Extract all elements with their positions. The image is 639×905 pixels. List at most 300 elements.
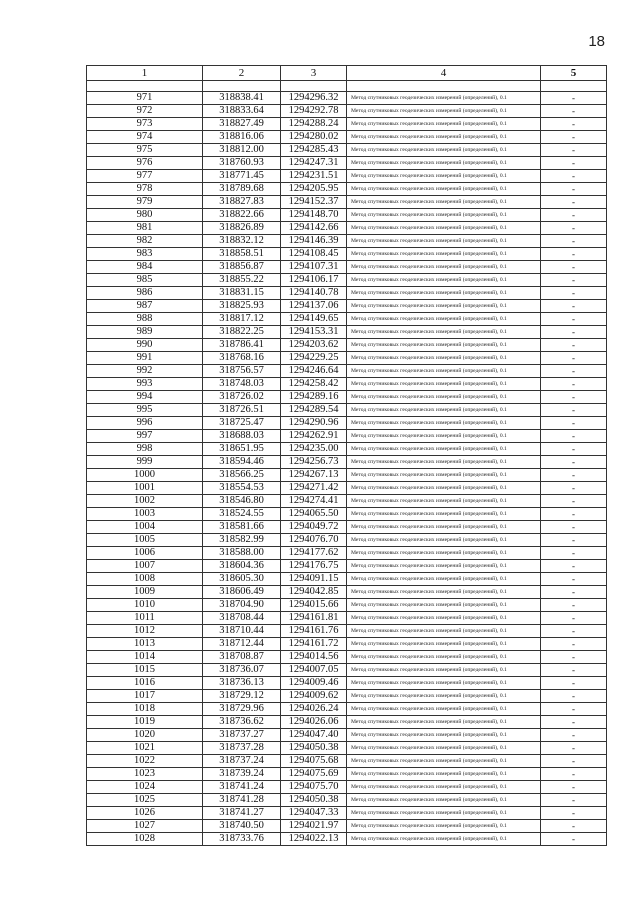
point-number-cell: 1017 — [87, 690, 203, 703]
table-row — [87, 183, 607, 196]
method-cell: Метод спутниковых геодезических измерений (определений), 0.1 — [347, 170, 541, 183]
method-cell: Метод спутниковых геодезических измерений (определений), 0.1 — [347, 456, 541, 469]
method-cell: Метод спутниковых геодезических измерений (определений), 0.1 — [347, 92, 541, 105]
y-coordinate-cell: 1294050.38 — [281, 794, 347, 807]
method-cell: Метод спутниковых геодезических измерений (определений), 0.1 — [347, 391, 541, 404]
x-coordinate-cell: 318817.12 — [203, 313, 281, 326]
y-coordinate-cell: 1294075.70 — [281, 781, 347, 794]
table-row — [87, 313, 607, 326]
point-number-cell: 973 — [87, 118, 203, 131]
y-coordinate-cell: 1294285.43 — [281, 144, 347, 157]
y-coordinate-cell: 1294152.37 — [281, 196, 347, 209]
method-cell: Метод спутниковых геодезических измерений (определений), 0.1 — [347, 235, 541, 248]
table-row — [87, 443, 607, 456]
method-cell: Метод спутниковых геодезических измерений (определений), 0.1 — [347, 768, 541, 781]
table-body — [87, 81, 607, 846]
x-coordinate-cell: 318733.76 — [203, 833, 281, 846]
dash-cell: - — [541, 443, 607, 456]
x-coordinate-cell: 318737.27 — [203, 729, 281, 742]
table-row — [87, 287, 607, 300]
method-cell: Метод спутниковых геодезических измерений (определений), 0.1 — [347, 573, 541, 586]
method-cell: Метод спутниковых геодезических измерений (определений), 0.1 — [347, 625, 541, 638]
spacer-row — [87, 81, 607, 92]
x-coordinate-cell: 318737.28 — [203, 742, 281, 755]
y-coordinate-cell: 1294161.72 — [281, 638, 347, 651]
table-row — [87, 352, 607, 365]
x-coordinate-cell: 318582.99 — [203, 534, 281, 547]
dash-cell: - — [541, 482, 607, 495]
method-cell: Метод спутниковых геодезических измерений (определений), 0.1 — [347, 560, 541, 573]
dash-cell: - — [541, 391, 607, 404]
dash-cell: - — [541, 820, 607, 833]
x-coordinate-cell: 318726.51 — [203, 404, 281, 417]
y-coordinate-cell: 1294009.62 — [281, 690, 347, 703]
table-row — [87, 326, 607, 339]
x-coordinate-cell: 318756.57 — [203, 365, 281, 378]
dash-cell: - — [541, 768, 607, 781]
y-coordinate-cell: 1294205.95 — [281, 183, 347, 196]
dash-cell: - — [541, 404, 607, 417]
x-coordinate-cell: 318604.36 — [203, 560, 281, 573]
y-coordinate-cell: 1294161.81 — [281, 612, 347, 625]
table-row — [87, 274, 607, 287]
x-coordinate-cell: 318855.22 — [203, 274, 281, 287]
column-header-method: 4 — [347, 66, 541, 81]
dash-cell: - — [541, 469, 607, 482]
dash-cell: - — [541, 183, 607, 196]
point-number-cell: 977 — [87, 170, 203, 183]
method-cell: Метод спутниковых геодезических измерений (определений), 0.1 — [347, 404, 541, 417]
y-coordinate-cell: 1294026.24 — [281, 703, 347, 716]
point-number-cell: 974 — [87, 131, 203, 144]
y-coordinate-cell: 1294047.40 — [281, 729, 347, 742]
point-number-cell: 1027 — [87, 820, 203, 833]
point-number-cell: 1015 — [87, 664, 203, 677]
dash-cell: - — [541, 261, 607, 274]
x-coordinate-cell: 318789.68 — [203, 183, 281, 196]
x-coordinate-cell: 318554.53 — [203, 482, 281, 495]
y-coordinate-cell: 1294076.70 — [281, 534, 347, 547]
dash-cell: - — [541, 248, 607, 261]
x-coordinate-cell: 318736.62 — [203, 716, 281, 729]
table-row — [87, 716, 607, 729]
table-row — [87, 261, 607, 274]
x-coordinate-cell: 318831.15 — [203, 287, 281, 300]
table-row — [87, 690, 607, 703]
method-cell: Метод спутниковых геодезических измерений (определений), 0.1 — [347, 703, 541, 716]
point-number-cell: 1014 — [87, 651, 203, 664]
x-coordinate-cell: 318838.41 — [203, 92, 281, 105]
table-row — [87, 170, 607, 183]
x-coordinate-cell: 318708.87 — [203, 651, 281, 664]
x-coordinate-cell: 318710.44 — [203, 625, 281, 638]
dash-cell: - — [541, 599, 607, 612]
point-number-cell: 984 — [87, 261, 203, 274]
dash-cell: - — [541, 612, 607, 625]
y-coordinate-cell: 1294203.62 — [281, 339, 347, 352]
point-number-cell: 1000 — [87, 469, 203, 482]
method-cell: Метод спутниковых геодезических измерений (определений), 0.1 — [347, 248, 541, 261]
point-number-cell: 1005 — [87, 534, 203, 547]
y-coordinate-cell: 1294049.72 — [281, 521, 347, 534]
point-number-cell: 985 — [87, 274, 203, 287]
point-number-cell: 980 — [87, 209, 203, 222]
y-coordinate-cell: 1294176.75 — [281, 560, 347, 573]
table-row — [87, 729, 607, 742]
x-coordinate-cell: 318712.44 — [203, 638, 281, 651]
point-number-cell: 997 — [87, 430, 203, 443]
y-coordinate-cell: 1294274.41 — [281, 495, 347, 508]
method-cell: Метод спутниковых геодезических измерений (определений), 0.1 — [347, 157, 541, 170]
point-number-cell: 976 — [87, 157, 203, 170]
dash-cell: - — [541, 300, 607, 313]
y-coordinate-cell: 1294153.31 — [281, 326, 347, 339]
point-number-cell: 981 — [87, 222, 203, 235]
y-coordinate-cell: 1294042.85 — [281, 586, 347, 599]
point-number-cell: 982 — [87, 235, 203, 248]
dash-cell: - — [541, 313, 607, 326]
table-row — [87, 482, 607, 495]
point-number-cell: 1011 — [87, 612, 203, 625]
method-cell: Метод спутниковых геодезических измерений (определений), 0.1 — [347, 339, 541, 352]
point-number-cell: 999 — [87, 456, 203, 469]
method-cell: Метод спутниковых геодезических измерений (определений), 0.1 — [347, 716, 541, 729]
y-coordinate-cell: 1294231.51 — [281, 170, 347, 183]
dash-cell: - — [541, 235, 607, 248]
table-row — [87, 768, 607, 781]
x-coordinate-cell: 318566.25 — [203, 469, 281, 482]
dash-cell: - — [541, 118, 607, 131]
x-coordinate-cell: 318826.89 — [203, 222, 281, 235]
point-number-cell: 987 — [87, 300, 203, 313]
dash-cell: - — [541, 417, 607, 430]
method-cell: Метод спутниковых геодезических измерений (определений), 0.1 — [347, 352, 541, 365]
point-number-cell: 1025 — [87, 794, 203, 807]
method-cell: Метод спутниковых геодезических измерений (определений), 0.1 — [347, 430, 541, 443]
table-row — [87, 417, 607, 430]
dash-cell: - — [541, 196, 607, 209]
table-row — [87, 521, 607, 534]
y-coordinate-cell: 1294107.31 — [281, 261, 347, 274]
y-coordinate-cell: 1294296.32 — [281, 92, 347, 105]
dash-cell: - — [541, 378, 607, 391]
dash-cell: - — [541, 105, 607, 118]
point-number-cell: 1009 — [87, 586, 203, 599]
method-cell: Метод спутниковых геодезических измерений (определений), 0.1 — [347, 833, 541, 846]
point-number-cell: 1020 — [87, 729, 203, 742]
method-cell: Метод спутниковых геодезических измерений (определений), 0.1 — [347, 755, 541, 768]
x-coordinate-cell: 318524.55 — [203, 508, 281, 521]
x-coordinate-cell: 318812.00 — [203, 144, 281, 157]
point-number-cell: 1001 — [87, 482, 203, 495]
table-row — [87, 820, 607, 833]
table-row — [87, 612, 607, 625]
method-cell: Метод спутниковых геодезических измерений (определений), 0.1 — [347, 482, 541, 495]
table-row — [87, 586, 607, 599]
dash-cell: - — [541, 144, 607, 157]
table-row — [87, 547, 607, 560]
y-coordinate-cell: 1294262.91 — [281, 430, 347, 443]
method-cell: Метод спутниковых геодезических измерений (определений), 0.1 — [347, 417, 541, 430]
table-row — [87, 339, 607, 352]
method-cell: Метод спутниковых геодезических измерений (определений), 0.1 — [347, 664, 541, 677]
dash-cell: - — [541, 495, 607, 508]
x-coordinate-cell: 318825.93 — [203, 300, 281, 313]
method-cell: Метод спутниковых геодезических измерений (определений), 0.1 — [347, 326, 541, 339]
table-row — [87, 378, 607, 391]
y-coordinate-cell: 1294047.33 — [281, 807, 347, 820]
x-coordinate-cell: 318858.51 — [203, 248, 281, 261]
method-cell: Метод спутниковых геодезических измерений (определений), 0.1 — [347, 651, 541, 664]
method-cell: Метод спутниковых геодезических измерений (определений), 0.1 — [347, 365, 541, 378]
x-coordinate-cell: 318605.30 — [203, 573, 281, 586]
table-row — [87, 404, 607, 417]
dash-cell: - — [541, 742, 607, 755]
y-coordinate-cell: 1294137.06 — [281, 300, 347, 313]
dash-cell: - — [541, 755, 607, 768]
x-coordinate-cell: 318741.28 — [203, 794, 281, 807]
table-row — [87, 235, 607, 248]
dash-cell: - — [541, 508, 607, 521]
dash-cell: - — [541, 222, 607, 235]
dash-cell: - — [541, 807, 607, 820]
table-row — [87, 196, 607, 209]
table-row — [87, 599, 607, 612]
method-cell: Метод спутниковых геодезических измерений (определений), 0.1 — [347, 287, 541, 300]
x-coordinate-cell: 318822.66 — [203, 209, 281, 222]
dash-cell: - — [541, 781, 607, 794]
dash-cell: - — [541, 716, 607, 729]
x-coordinate-cell: 318740.50 — [203, 820, 281, 833]
x-coordinate-cell: 318736.13 — [203, 677, 281, 690]
table-row — [87, 638, 607, 651]
point-number-cell: 1024 — [87, 781, 203, 794]
y-coordinate-cell: 1294289.16 — [281, 391, 347, 404]
table-row — [87, 573, 607, 586]
y-coordinate-cell: 1294148.70 — [281, 209, 347, 222]
dash-cell: - — [541, 131, 607, 144]
method-cell: Метод спутниковых геодезических измерений (определений), 0.1 — [347, 209, 541, 222]
table-row — [87, 560, 607, 573]
y-coordinate-cell: 1294007.05 — [281, 664, 347, 677]
point-number-cell: 1006 — [87, 547, 203, 560]
dash-cell: - — [541, 729, 607, 742]
dash-cell: - — [541, 547, 607, 560]
y-coordinate-cell: 1294108.45 — [281, 248, 347, 261]
method-cell: Метод спутниковых геодезических измерений (определений), 0.1 — [347, 118, 541, 131]
method-cell: Метод спутниковых геодезических измерений (определений), 0.1 — [347, 690, 541, 703]
dash-cell: - — [541, 833, 607, 846]
method-cell: Метод спутниковых геодезических измерений (определений), 0.1 — [347, 638, 541, 651]
table-row — [87, 755, 607, 768]
point-number-cell: 978 — [87, 183, 203, 196]
point-number-cell: 995 — [87, 404, 203, 417]
x-coordinate-cell: 318726.02 — [203, 391, 281, 404]
x-coordinate-cell: 318741.27 — [203, 807, 281, 820]
point-number-cell: 998 — [87, 443, 203, 456]
y-coordinate-cell: 1294075.68 — [281, 755, 347, 768]
point-number-cell: 996 — [87, 417, 203, 430]
x-coordinate-cell: 318737.24 — [203, 755, 281, 768]
table-row — [87, 300, 607, 313]
y-coordinate-cell: 1294235.00 — [281, 443, 347, 456]
x-coordinate-cell: 318816.06 — [203, 131, 281, 144]
y-coordinate-cell: 1294106.17 — [281, 274, 347, 287]
x-coordinate-cell: 318833.64 — [203, 105, 281, 118]
method-cell: Метод спутниковых геодезических измерений (определений), 0.1 — [347, 183, 541, 196]
method-cell: Метод спутниковых геодезических измерений (определений), 0.1 — [347, 586, 541, 599]
y-coordinate-cell: 1294146.39 — [281, 235, 347, 248]
point-number-cell: 1018 — [87, 703, 203, 716]
dash-cell: - — [541, 664, 607, 677]
point-number-cell: 1021 — [87, 742, 203, 755]
table-row — [87, 391, 607, 404]
y-coordinate-cell: 1294065.50 — [281, 508, 347, 521]
y-coordinate-cell: 1294075.69 — [281, 768, 347, 781]
table-row — [87, 534, 607, 547]
dash-cell: - — [541, 794, 607, 807]
table-row — [87, 625, 607, 638]
method-cell: Метод спутниковых геодезических измерений (определений), 0.1 — [347, 105, 541, 118]
table-row — [87, 677, 607, 690]
table-row — [87, 105, 607, 118]
point-number-cell: 983 — [87, 248, 203, 261]
point-number-cell: 1028 — [87, 833, 203, 846]
method-cell: Метод спутниковых геодезических измерений (определений), 0.1 — [347, 300, 541, 313]
y-coordinate-cell: 1294015.66 — [281, 599, 347, 612]
table-row — [87, 495, 607, 508]
table-row — [87, 664, 607, 677]
x-coordinate-cell: 318704.90 — [203, 599, 281, 612]
y-coordinate-cell: 1294014.56 — [281, 651, 347, 664]
method-cell: Метод спутниковых геодезических измерений (определений), 0.1 — [347, 534, 541, 547]
x-coordinate-cell: 318827.49 — [203, 118, 281, 131]
x-coordinate-cell: 318588.00 — [203, 547, 281, 560]
point-number-cell: 1012 — [87, 625, 203, 638]
x-coordinate-cell: 318594.46 — [203, 456, 281, 469]
y-coordinate-cell: 1294290.96 — [281, 417, 347, 430]
table-row — [87, 157, 607, 170]
x-coordinate-cell: 318688.03 — [203, 430, 281, 443]
dash-cell: - — [541, 703, 607, 716]
x-coordinate-cell: 318832.12 — [203, 235, 281, 248]
dash-cell: - — [541, 573, 607, 586]
y-coordinate-cell: 1294050.38 — [281, 742, 347, 755]
y-coordinate-cell: 1294161.76 — [281, 625, 347, 638]
point-number-cell: 1026 — [87, 807, 203, 820]
point-number-cell: 1013 — [87, 638, 203, 651]
x-coordinate-cell: 318760.93 — [203, 157, 281, 170]
dash-cell: - — [541, 326, 607, 339]
dash-cell: - — [541, 352, 607, 365]
dash-cell: - — [541, 430, 607, 443]
dash-cell: - — [541, 274, 607, 287]
column-header-y: 3 — [281, 66, 347, 81]
dash-cell: - — [541, 456, 607, 469]
x-coordinate-cell: 318708.44 — [203, 612, 281, 625]
point-number-cell: 1008 — [87, 573, 203, 586]
column-header-x: 2 — [203, 66, 281, 81]
x-coordinate-cell: 318739.24 — [203, 768, 281, 781]
table-row — [87, 144, 607, 157]
table-row — [87, 703, 607, 716]
point-number-cell: 1023 — [87, 768, 203, 781]
dash-cell: - — [541, 586, 607, 599]
dash-cell: - — [541, 521, 607, 534]
table-row — [87, 365, 607, 378]
method-cell: Метод спутниковых геодезических измерений (определений), 0.1 — [347, 781, 541, 794]
table-row — [87, 781, 607, 794]
point-number-cell: 1002 — [87, 495, 203, 508]
point-number-cell: 979 — [87, 196, 203, 209]
y-coordinate-cell: 1294247.31 — [281, 157, 347, 170]
point-number-cell: 1007 — [87, 560, 203, 573]
dash-cell: - — [541, 339, 607, 352]
table-row — [87, 118, 607, 131]
method-cell: Метод спутниковых геодезических измерений (определений), 0.1 — [347, 612, 541, 625]
x-coordinate-cell: 318748.03 — [203, 378, 281, 391]
table-row — [87, 833, 607, 846]
method-cell: Метод спутниковых геодезических измерений (определений), 0.1 — [347, 144, 541, 157]
y-coordinate-cell: 1294289.54 — [281, 404, 347, 417]
method-cell: Метод спутниковых геодезических измерений (определений), 0.1 — [347, 820, 541, 833]
method-cell: Метод спутниковых геодезических измерений (определений), 0.1 — [347, 547, 541, 560]
table-row — [87, 651, 607, 664]
point-number-cell: 990 — [87, 339, 203, 352]
x-coordinate-cell: 318729.12 — [203, 690, 281, 703]
method-cell: Метод спутниковых геодезических измерений (определений), 0.1 — [347, 807, 541, 820]
table-row — [87, 131, 607, 144]
y-coordinate-cell: 1294288.24 — [281, 118, 347, 131]
dash-cell: - — [541, 651, 607, 664]
dash-cell: - — [541, 638, 607, 651]
method-cell: Метод спутниковых геодезических измерений (определений), 0.1 — [347, 794, 541, 807]
method-cell: Метод спутниковых геодезических измерений (определений), 0.1 — [347, 469, 541, 482]
point-number-cell: 991 — [87, 352, 203, 365]
method-cell: Метод спутниковых геодезических измерений (определений), 0.1 — [347, 261, 541, 274]
dash-cell: - — [541, 560, 607, 573]
y-coordinate-cell: 1294246.64 — [281, 365, 347, 378]
x-coordinate-cell: 318786.41 — [203, 339, 281, 352]
point-number-cell: 989 — [87, 326, 203, 339]
point-number-cell: 986 — [87, 287, 203, 300]
y-coordinate-cell: 1294009.46 — [281, 677, 347, 690]
y-coordinate-cell: 1294271.42 — [281, 482, 347, 495]
dash-cell: - — [541, 287, 607, 300]
method-cell: Метод спутниковых геодезических измерений (определений), 0.1 — [347, 196, 541, 209]
x-coordinate-cell: 318581.66 — [203, 521, 281, 534]
x-coordinate-cell: 318741.24 — [203, 781, 281, 794]
x-coordinate-cell: 318606.49 — [203, 586, 281, 599]
point-number-cell: 1004 — [87, 521, 203, 534]
point-number-cell: 988 — [87, 313, 203, 326]
method-cell: Метод спутниковых геодезических измерений (определений), 0.1 — [347, 677, 541, 690]
dash-cell: - — [541, 209, 607, 222]
table-row — [87, 248, 607, 261]
point-number-cell: 972 — [87, 105, 203, 118]
dash-cell: - — [541, 365, 607, 378]
dash-cell: - — [541, 157, 607, 170]
method-cell: Метод спутниковых геодезических измерений (определений), 0.1 — [347, 222, 541, 235]
x-coordinate-cell: 318827.83 — [203, 196, 281, 209]
column-header-5: 5 — [541, 66, 607, 81]
table-row — [87, 807, 607, 820]
dash-cell: - — [541, 625, 607, 638]
y-coordinate-cell: 1294149.65 — [281, 313, 347, 326]
x-coordinate-cell: 318651.95 — [203, 443, 281, 456]
y-coordinate-cell: 1294026.06 — [281, 716, 347, 729]
dash-cell: - — [541, 677, 607, 690]
